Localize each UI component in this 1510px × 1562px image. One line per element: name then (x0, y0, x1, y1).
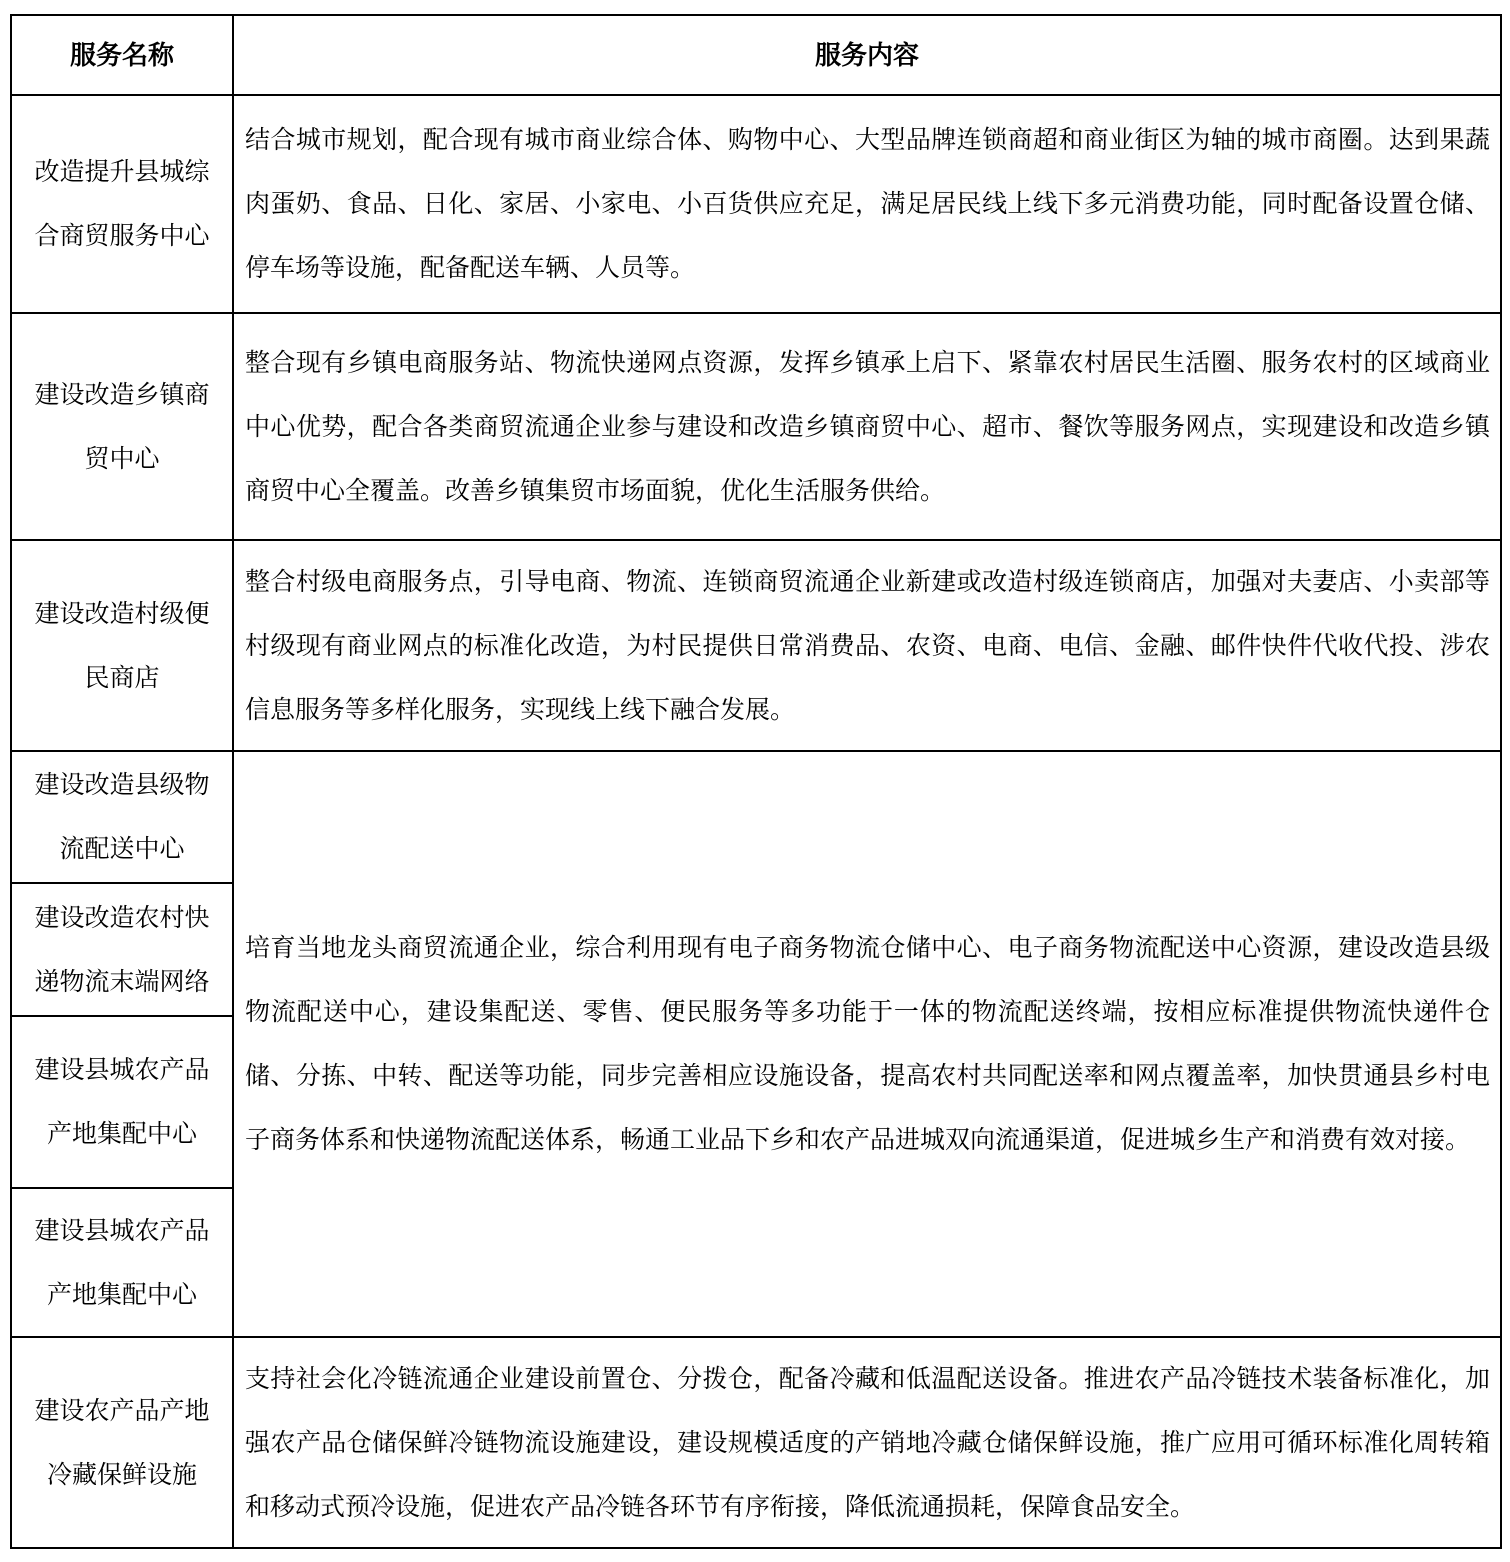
service-name-cell: 建设改造乡镇商贸中心 (11, 313, 233, 540)
service-name-cell: 建设改造县级物流配送中心 (11, 751, 233, 883)
service-name-cell: 建设农产品产地冷藏保鲜设施 (11, 1337, 233, 1548)
service-content-cell: 整合现有乡镇电商服务站、物流快递网点资源，发挥乡镇承上启下、紧靠农村居民生活圈、服务农村的区域商业中心优势，配合各类商贸流通企业参与建设和改造乡镇商贸中心、超市、餐饮等服务网点，实现建设和改造乡镇商贸中心全覆盖。改善乡镇集贸市场面貌，优化生活服务供给。 (233, 313, 1501, 540)
header-service-content: 服务内容 (233, 15, 1501, 95)
service-name-cell: 建设县城农产品产地集配中心 (11, 1188, 233, 1337)
table-row (11, 95, 1501, 313)
services-table (10, 14, 1502, 1549)
table-row (11, 313, 1501, 540)
service-name-cell: 建设县城农产品产地集配中心 (11, 1016, 233, 1188)
service-content-cell: 结合城市规划，配合现有城市商业综合体、购物中心、大型品牌连锁商超和商业街区为轴的城市商圈。达到果蔬肉蛋奶、食品、日化、家居、小家电、小百货供应充足，满足居民线上线下多元消费功能，同时配备设置仓储、停车场等设施，配备配送车辆、人员等。 (233, 95, 1501, 313)
service-name-cell: 建设改造农村快递物流末端网络 (11, 883, 233, 1016)
service-name-cell: 建设改造村级便民商店 (11, 540, 233, 751)
service-content-cell: 支持社会化冷链流通企业建设前置仓、分拨仓，配备冷藏和低温配送设备。推进农产品冷链技术装备标准化，加强农产品仓储保鲜冷链物流设施建设，建设规模适度的产销地冷藏仓储保鲜设施，推广应用可循环标准化周转箱和移动式预冷设施，促进农产品冷链各环节有序衔接，降低流通损耗，保障食品安全。 (233, 1337, 1501, 1548)
table-row (11, 751, 1501, 883)
table-header-row (11, 15, 1501, 95)
service-content-cell: 整合村级电商服务点，引导电商、物流、连锁商贸流通企业新建或改造村级连锁商店，加强对夫妻店、小卖部等村级现有商业网点的标准化改造，为村民提供日常消费品、农资、电商、电信、金融、邮件快件代收代投、涉农信息服务等多样化服务，实现线上线下融合发展。 (233, 540, 1501, 751)
table-row (11, 1337, 1501, 1548)
table-row (11, 540, 1501, 751)
service-content-cell-merged: 培育当地龙头商贸流通企业，综合利用现有电子商务物流仓储中心、电子商务物流配送中心资源，建设改造县级物流配送中心，建设集配送、零售、便民服务等多功能于一体的物流配送终端，按相应标准提供物流快递件仓储、分拣、中转、配送等功能，同步完善相应设施设备，提高农村共同配送率和网点覆盖率，加快贯通县乡村电子商务体系和快递物流配送体系，畅通工业品下乡和农产品进城双向流通渠道，促进城乡生产和消费有效对接。 (233, 751, 1501, 1337)
header-service-name: 服务名称 (11, 15, 233, 95)
service-name-cell: 改造提升县城综合商贸服务中心 (11, 95, 233, 313)
